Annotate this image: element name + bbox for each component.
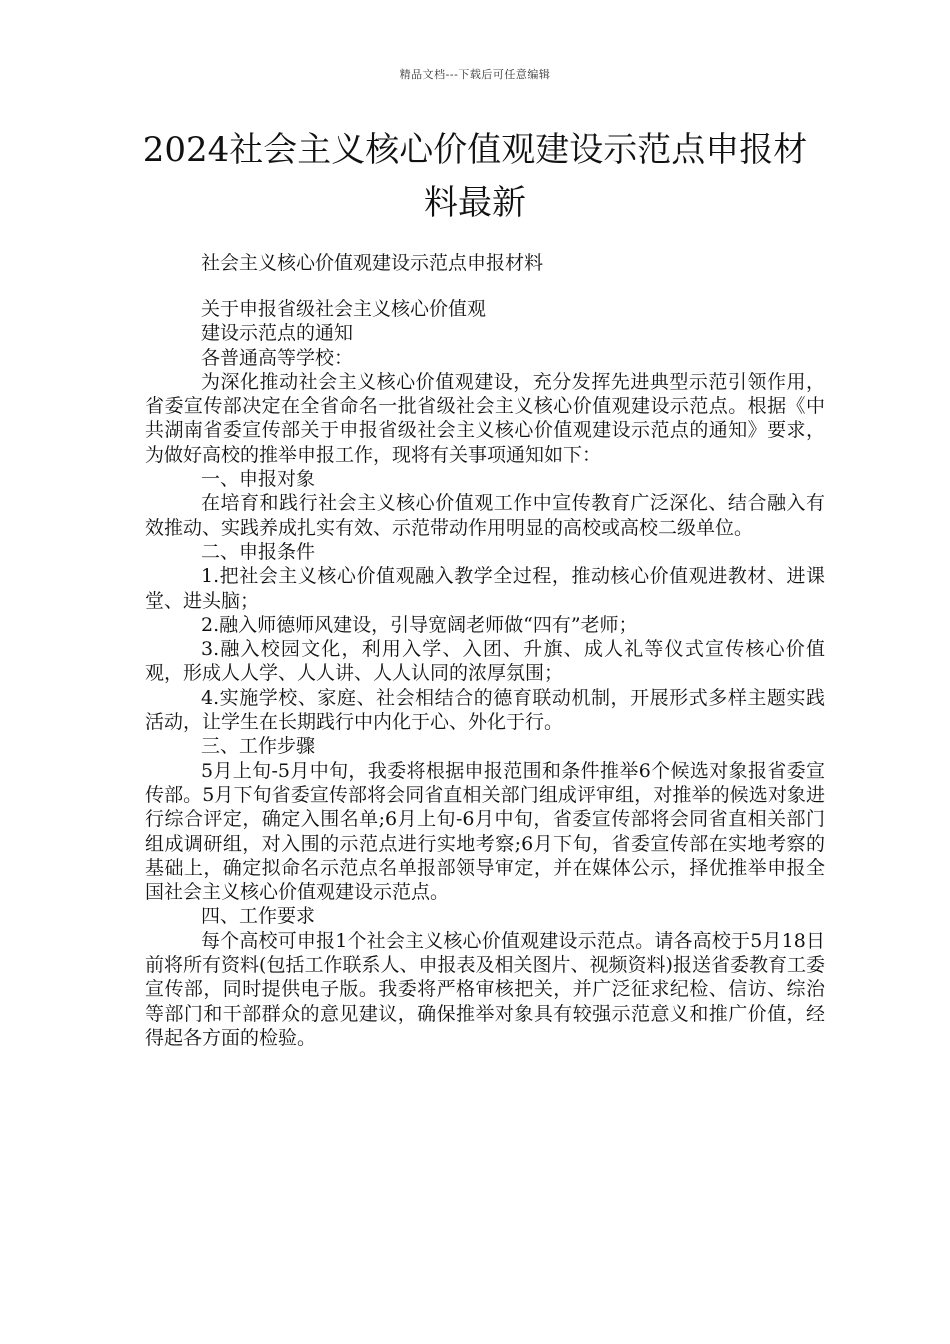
section-heading-2: 二、申报条件	[201, 540, 316, 563]
document-body	[145, 297, 825, 1050]
section-heading-3: 三、工作步骤	[201, 735, 316, 758]
section-3-paragraph: 5月上旬-5月中旬，我委将根据申报范围和条件推举6个候选对象报省委宣传部。5月下旬省委宣传部将会同省直相关部门组成评审组，对推举的候选对象进行综合评定，确定入围名单;6月上旬-6月中旬，省委宣传部将会同省直相关部门组成调研组，对入围的示范点进行实地考察;6月下旬，省委宣传部在实地考察的基础上，确定拟命名示范点名单报部领导审定，并在媒体公示，择优推举申报全国社会主义核心价值观建设示范点。	[145, 759, 825, 904]
salutation: 各普通高等学校：	[201, 346, 354, 369]
section-4-paragraph: 每个高校可申报1个社会主义核心价值观建设示范点。请各高校于5月18日前将所有资料(包括工作联系人、申报表及相关图片、视频资料)报送省委教育工委宣传部，同时提供电子版。我委将严格审核把关，并广泛征求纪检、信访、综治等部门和干部群众的意见建议，确保推举对象具有较强示范意义和推广价值，经得起各方面的检验。	[145, 929, 825, 1049]
section-1-paragraph: 在培育和践行社会主义核心价值观工作中宣传教育广泛深化、结合融入有效推动、实践养成扎实有效、示范带动作用明显的高校或高校二级单位。	[145, 492, 825, 539]
condition-item-3: 3.融入校园文化，利用入学、入团、升旗、成人礼等仪式宣传核心价值观，形成人人学、人人讲、人人认同的浓厚氛围；	[145, 638, 825, 685]
condition-item-2: 2.融入师德师风建设，引导宽阔老师做“四有”老师；	[201, 613, 638, 636]
document-title: 2024社会主义核心价值观建设示范点申报材料最新	[142, 130, 808, 223]
header-note: 精品文档---下载后可任意编辑	[399, 68, 551, 81]
notice-title-line-1: 关于申报省级社会主义核心价值观	[201, 298, 487, 320]
intro-paragraph: 为深化推动社会主义核心价值观建设，充分发挥先进典型示范引领作用，省委宣传部决定在全省命名一批省级社会主义核心价值观建设示范点。根据《中共湖南省委宣传部关于申报省级社会主义核心价值观建设示范点的通知》要求，为做好高校的推举申报工作，现将有关事项通知如下：	[145, 370, 825, 466]
notice-title-line-2: 建设示范点的通知	[201, 322, 354, 345]
document-subtitle: 社会主义核心价值观建设示范点申报材料	[201, 252, 544, 274]
section-heading-1: 一、申报对象	[201, 468, 316, 491]
condition-item-1: 1.把社会主义核心价值观融入教学全过程，推动核心价值观进教材、进课堂、进头脑；	[145, 565, 825, 612]
condition-item-4: 4.实施学校、家庭、社会相结合的德育联动机制，开展形式多样主题实践活动，让学生在长期践行中内化于心、外化于行。	[145, 686, 825, 734]
section-heading-4: 四、工作要求	[201, 905, 316, 928]
